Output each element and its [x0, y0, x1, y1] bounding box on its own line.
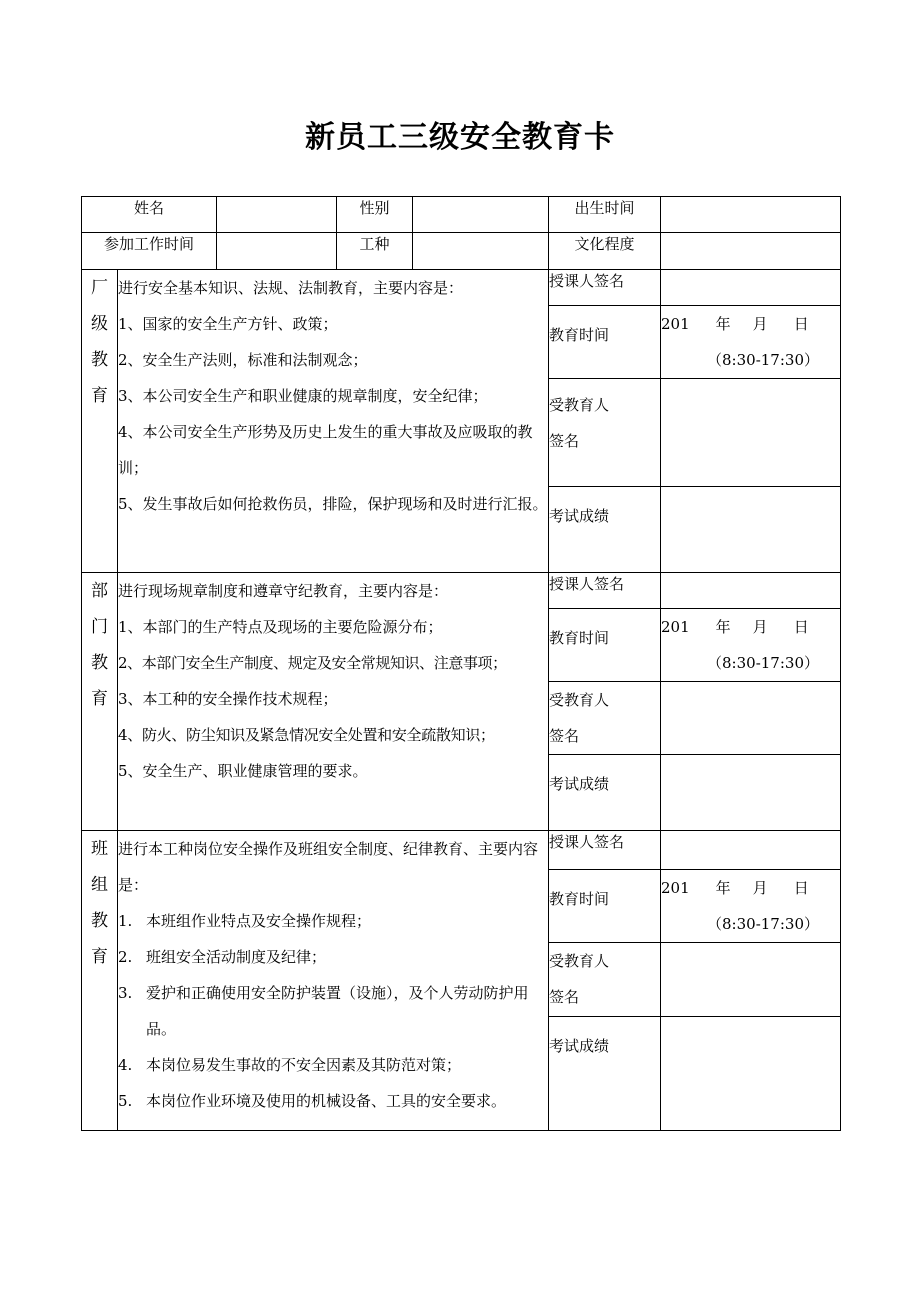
name-field[interactable] — [217, 197, 337, 233]
trainee-sign-label: 受教育人 签名 — [549, 682, 661, 755]
birth-field[interactable] — [661, 197, 841, 233]
exam-score-field[interactable] — [661, 487, 841, 573]
header-row-1 — [82, 197, 841, 233]
work-start-field[interactable] — [217, 233, 337, 270]
work-start-label: 参加工作时间 — [82, 233, 217, 270]
birth-label: 出生时间 — [549, 197, 661, 233]
page-title: 新员工三级安全教育卡 — [305, 120, 615, 155]
section-department-row — [82, 573, 841, 609]
section-title-team: 班 组 教 育 — [82, 831, 118, 1131]
section-title-department: 部 门 教 育 — [82, 573, 118, 831]
exam-label: 考试成绩 — [549, 487, 661, 573]
exam-label: 考试成绩 — [549, 755, 661, 831]
edu-time-field[interactable]: 201 年 月 日 （8:30-17:30） — [661, 609, 841, 682]
edu-time-label: 教育时间 — [549, 609, 661, 682]
instructor-label: 授课人签名 — [549, 831, 661, 870]
section-title-factory: 厂 级 教 育 — [82, 270, 118, 573]
trainee-sign-field[interactable] — [661, 379, 841, 487]
job-type-field[interactable] — [413, 233, 549, 270]
header-row-2 — [82, 233, 841, 270]
trainee-sign-label: 受教育人 签名 — [549, 943, 661, 1017]
edu-time-field[interactable]: 201 年 月 日 （8:30-17:30） — [661, 870, 841, 943]
edu-time-field[interactable]: 201 年 月 日 （8:30-17:30） — [661, 306, 841, 379]
education-field[interactable] — [661, 233, 841, 270]
section-team-row — [82, 831, 841, 870]
exam-score-field[interactable] — [661, 1017, 841, 1131]
trainee-sign-label: 受教育人 签名 — [549, 379, 661, 487]
instructor-sign-field[interactable] — [661, 573, 841, 609]
education-card-table — [81, 196, 841, 1131]
instructor-label: 授课人签名 — [549, 270, 661, 306]
exam-label: 考试成绩 — [549, 1017, 661, 1131]
gender-label: 性别 — [337, 197, 413, 233]
edu-time-label: 教育时间 — [549, 306, 661, 379]
section-content-factory: 进行安全基本知识、法规、法制教育，主要内容是： 1、国家的安全生产方针、政策； 2、安全生产法则，标准和法制观念； 3、本公司安全生产和职业健康的规章制度，安全纪律； 4、本公司安全生产形势及历史上发生的重大事故及应吸取的教训； 5、发生事故后如何抢救伤员，排险，保护现场和及时进行汇报。 — [118, 270, 549, 573]
gender-field[interactable] — [413, 197, 549, 233]
trainee-sign-field[interactable] — [661, 682, 841, 755]
job-type-label: 工种 — [337, 233, 413, 270]
section-content-department: 进行现场规章制度和遵章守纪教育，主要内容是： 1、本部门的生产特点及现场的主要危险源分布； 2、本部门安全生产制度、规定及安全常规知识、注意事项； 3、本工种的安全操作技术规程； 4、防火、防尘知识及紧急情况安全处置和安全疏散知识； 5、安全生产、职业健康管理的要求。 — [118, 573, 549, 831]
instructor-label: 授课人签名 — [549, 573, 661, 609]
section-factory-row — [82, 270, 841, 306]
trainee-sign-field[interactable] — [661, 943, 841, 1017]
instructor-sign-field[interactable] — [661, 831, 841, 870]
name-label: 姓名 — [82, 197, 217, 233]
education-label: 文化程度 — [549, 233, 661, 270]
exam-score-field[interactable] — [661, 755, 841, 831]
instructor-sign-field[interactable] — [661, 270, 841, 306]
edu-time-label: 教育时间 — [549, 870, 661, 943]
section-content-team: 进行本工种岗位安全操作及班组安全制度、纪律教育、主要内容是： 1. 本班组作业特点及安全操作规程； 2. 班组安全活动制度及纪律； 3. 爱护和正确使用安全防护装置（设施），及个人劳动防护用品。 4. 本岗位易发生事故的不安全因素及其防范对策； 5. 本岗位作业环境及使用的机械设备、工具的安全要求。 — [118, 831, 549, 1131]
